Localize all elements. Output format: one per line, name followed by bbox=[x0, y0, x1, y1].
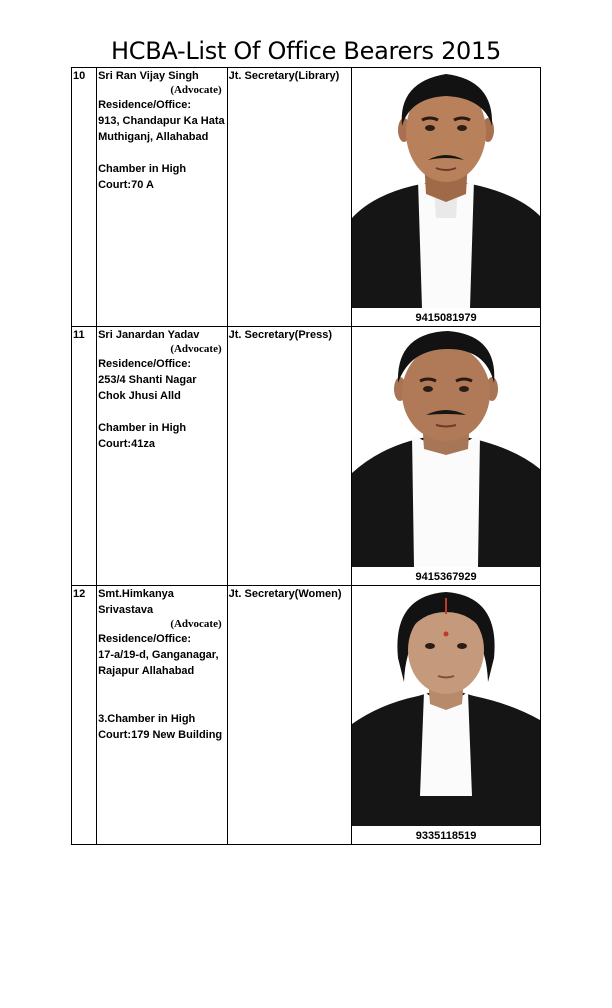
residence-address: 913, Chandapur Ka Hata Muthiganj, Allahabad bbox=[98, 115, 225, 143]
bearer-name: Sri Janardan Yadav bbox=[98, 329, 200, 341]
post-cell bbox=[227, 327, 352, 586]
photo-cell bbox=[352, 327, 541, 586]
table-row bbox=[72, 327, 541, 586]
post-title: Jt. Secretary(Women) bbox=[228, 588, 342, 600]
female-advocate-portrait-icon bbox=[352, 586, 540, 826]
page-title: HCBA-List Of Office Bearers 2015 bbox=[111, 37, 501, 65]
bearer-name: Sri Ran Vijay Singh bbox=[98, 70, 199, 82]
chamber-info: Chamber in High Court:70 A bbox=[98, 163, 187, 191]
post-title: Jt. Secretary(Press) bbox=[228, 329, 332, 341]
chamber-info: Chamber in High Court:41za bbox=[98, 422, 187, 450]
residence-label: Residence/Office: bbox=[98, 633, 192, 645]
male-advocate-portrait-icon bbox=[352, 327, 540, 567]
residence-label: Residence/Office: bbox=[98, 99, 192, 111]
table-row bbox=[72, 586, 541, 845]
details-cell bbox=[97, 586, 228, 845]
residence-address: 17-a/19-d, Ganganagar, Rajapur Allahabad bbox=[98, 649, 219, 677]
post-cell bbox=[227, 586, 352, 845]
post-cell bbox=[227, 68, 352, 327]
phone-number: 9335118519 bbox=[415, 830, 477, 842]
advocate-label: (Advocate) bbox=[170, 343, 222, 355]
advocate-label: (Advocate) bbox=[170, 84, 222, 96]
post-title: Jt. Secretary(Library) bbox=[228, 70, 340, 82]
details-cell bbox=[97, 68, 228, 327]
table-row bbox=[72, 68, 541, 327]
photo-cell bbox=[352, 68, 541, 327]
serial-number-cell bbox=[72, 68, 97, 327]
serial-number-cell bbox=[72, 327, 97, 586]
male-advocate-portrait-icon bbox=[352, 68, 540, 308]
serial-number: 12 bbox=[73, 588, 86, 600]
bearer-name: Smt.Himkanya Srivastava bbox=[98, 588, 174, 616]
chamber-info: 3.Chamber in High Court:179 New Building bbox=[98, 713, 223, 741]
photo-cell bbox=[352, 586, 541, 845]
residence-address: 253/4 Shanti Nagar Chok Jhusi Alld bbox=[98, 374, 197, 402]
details-cell bbox=[97, 327, 228, 586]
phone-number: 9415367929 bbox=[415, 571, 477, 583]
office-bearers-table bbox=[71, 67, 541, 845]
serial-number-cell bbox=[72, 586, 97, 845]
residence-label: Residence/Office: bbox=[98, 358, 192, 370]
serial-number: 10 bbox=[73, 70, 86, 82]
serial-number: 11 bbox=[73, 329, 85, 341]
advocate-label: (Advocate) bbox=[170, 618, 222, 630]
phone-number: 9415081979 bbox=[415, 312, 477, 324]
